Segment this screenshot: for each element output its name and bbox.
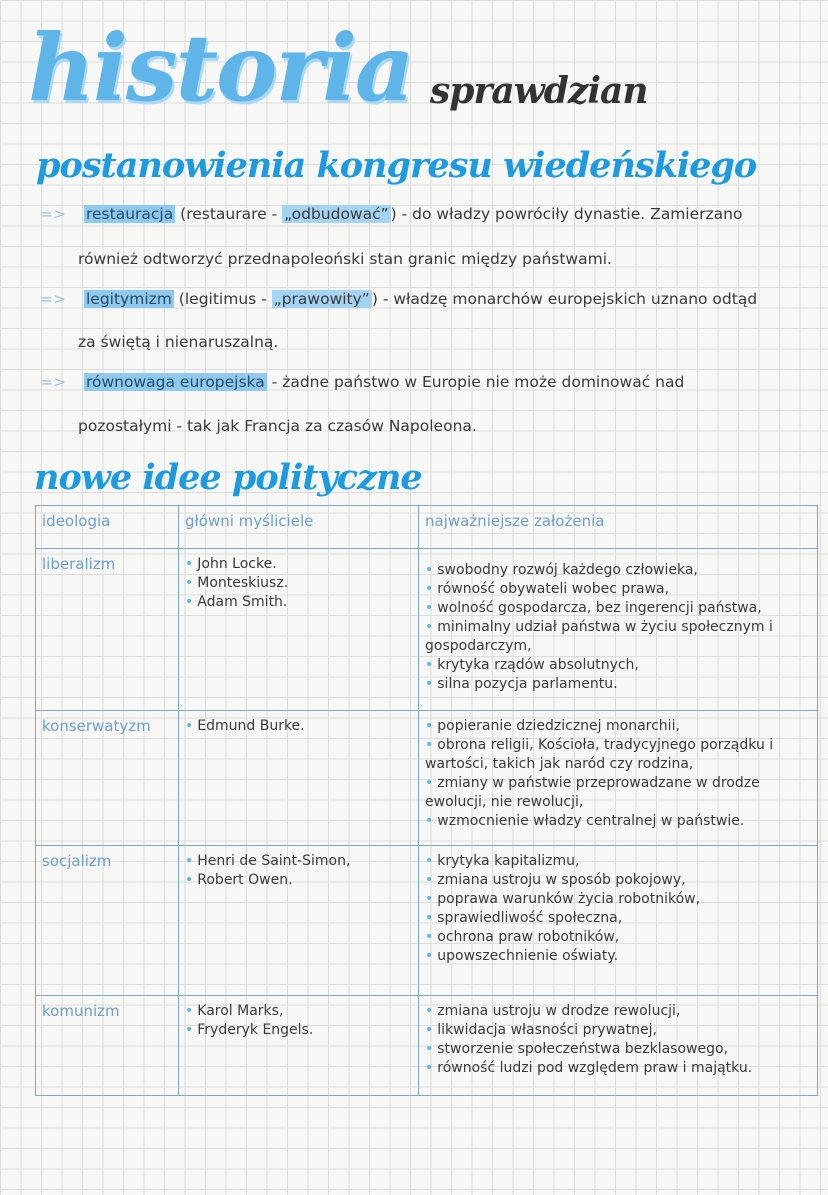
highlight: „prawowity”	[273, 290, 370, 308]
principle: • likwidacja własności prywatnej,	[425, 1021, 811, 1040]
principle: • upowszechnienie oświaty.	[425, 947, 811, 966]
table-row	[36, 996, 818, 1096]
list-item	[40, 290, 757, 308]
thinkers	[179, 549, 419, 711]
page-title: historia	[28, 14, 413, 122]
page-subtitle: sprawdzian	[430, 70, 648, 112]
ideology: konserwatyzm	[36, 711, 179, 846]
thinker: • Henri de Saint-Simon,	[185, 852, 412, 871]
arrow-icon: =>	[40, 290, 66, 308]
principle: • obrona religii, Kościoła, tradycyjnego porządku i wartości, takich jak naród czy rodzina,	[425, 736, 811, 774]
text: ) - władzę monarchów europejskich uznano odtąd	[371, 290, 758, 308]
principle: • popieranie dziedzicznej monarchii,	[425, 717, 811, 736]
table-header-row	[36, 506, 818, 549]
principle: • minimalny udział państwa w życiu społecznym i gospodarczym,	[425, 618, 811, 656]
thinkers	[179, 846, 419, 996]
principle: • zmiana ustroju w drodze rewolucji,	[425, 1002, 811, 1021]
table-row	[36, 549, 818, 711]
thinker: • Robert Owen.	[185, 871, 412, 890]
thinker: • Karol Marks,	[185, 1002, 412, 1021]
principle: • krytyka kapitalizmu,	[425, 852, 811, 871]
text: ) - do władzy powróciły dynastie. Zamierzano	[390, 205, 743, 223]
text: (restaurare -	[175, 205, 283, 223]
thinker: • Fryderyk Engels.	[185, 1021, 412, 1040]
arrow-icon: =>	[40, 373, 66, 391]
thinkers	[179, 996, 419, 1096]
text: (legitimus -	[173, 290, 272, 308]
principle: • poprawa warunków życia robotników,	[425, 890, 811, 909]
principles	[419, 996, 818, 1096]
term: restauracja	[85, 205, 174, 223]
ideology: komunizm	[36, 996, 179, 1096]
principle: • zmiany w państwie przeprowadzane w drodze ewolucji, nie rewolucji,	[425, 774, 811, 812]
text: - żadne państwo w Europie nie może dominować nad	[266, 373, 685, 391]
thinker: • Monteskiusz.	[185, 574, 412, 593]
column-header: główni myśliciele	[179, 506, 419, 549]
principle: • silna pozycja parlamentu.	[425, 675, 811, 694]
thinker: • John Locke.	[185, 555, 412, 574]
ideology: liberalizm	[36, 549, 179, 711]
principle: • krytyka rządów absolutnych,	[425, 656, 811, 675]
table-row	[36, 846, 818, 996]
principle: • wolność gospodarcza, bez ingerencji państwa,	[425, 599, 811, 618]
column-header: najważniejsze założenia	[419, 506, 818, 549]
list-item-continuation: pozostałymi - tak jak Francja za czasów Napoleona.	[78, 417, 477, 435]
principle: • równość obywateli wobec prawa,	[425, 580, 811, 599]
highlight: „odbudować”	[284, 205, 389, 223]
principle: • zmiana ustroju w sposób pokojowy,	[425, 871, 811, 890]
ideologies-table	[35, 505, 818, 1096]
thinkers	[179, 711, 419, 846]
principle: • ochrona praw robotników,	[425, 928, 811, 947]
term: równowaga europejska	[85, 373, 265, 391]
principles	[419, 846, 818, 996]
section-heading-ideas: nowe idee polityczne	[34, 457, 422, 498]
principles	[419, 549, 818, 711]
list-item-continuation: za świętą i nienaruszalną.	[78, 333, 279, 351]
ideology: socjalizm	[36, 846, 179, 996]
list-item-continuation: również odtworzyć przednapoleoński stan granic między państwami.	[78, 250, 612, 268]
thinker: • Edmund Burke.	[185, 717, 412, 736]
table-row	[36, 711, 818, 846]
list-item	[40, 373, 684, 391]
principle: • wzmocnienie władzy centralnej w państwie.	[425, 812, 811, 831]
principles	[419, 711, 818, 846]
principle: • równość ludzi pod względem praw i majątku.	[425, 1059, 811, 1078]
arrow-icon: =>	[40, 205, 66, 223]
thinker: • Adam Smith.	[185, 593, 412, 612]
principle: • sprawiedliwość społeczna,	[425, 909, 811, 928]
section-heading-congress: postanowienia kongresu wiedeńskiego	[36, 145, 757, 186]
principle: • stworzenie społeczeństwa bezklasowego,	[425, 1040, 811, 1059]
term: legitymizm	[85, 290, 172, 308]
column-header: ideologia	[36, 506, 179, 549]
principle: • swobodny rozwój każdego człowieka,	[425, 561, 811, 580]
list-item	[40, 205, 742, 223]
